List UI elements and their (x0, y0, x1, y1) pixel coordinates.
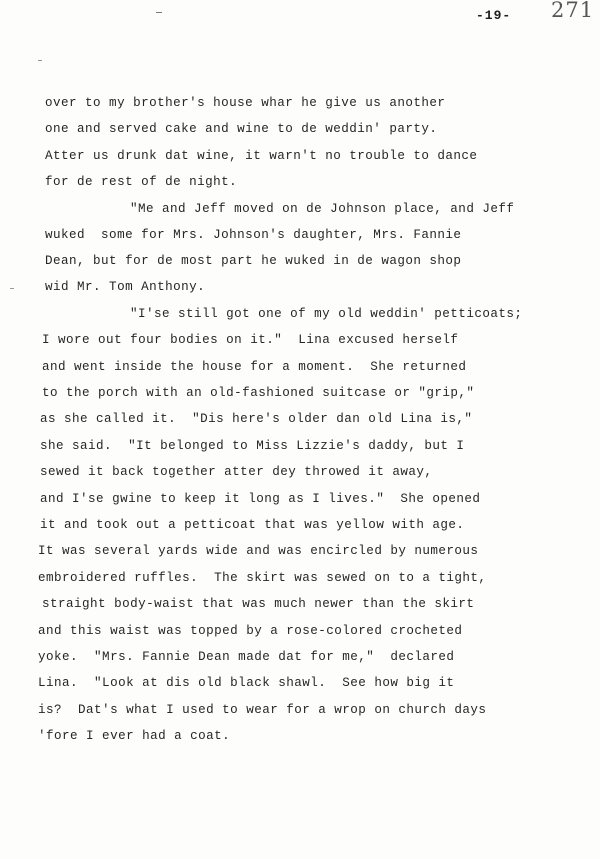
text-line: wuked some for Mrs. Johnson's daughter, Mrs. Fannie (45, 228, 462, 242)
text-line: is? Dat's what I used to wear for a wrop on church days (38, 703, 487, 717)
text-line: straight body-waist that was much newer than the skirt (34, 597, 475, 611)
text-line: one and served cake and wine to de weddin' party. (45, 122, 438, 136)
text-line: for de rest of de night. (45, 175, 238, 189)
text-line: and I'se gwine to keep it long as I lives." She opened (40, 492, 481, 506)
text-line: 'fore I ever had a coat. (38, 729, 231, 743)
text-line: as she called it. "Dis here's older dan old Lina is," (40, 412, 473, 426)
text-line: It was several yards wide and was encircled by numerous (38, 544, 479, 558)
scan-mark (156, 12, 162, 13)
text-line: yoke. "Mrs. Fannie Dean made dat for me," declared (38, 650, 455, 664)
text-line: and this waist was topped by a rose-colored crocheted (38, 624, 463, 638)
page-number: -19- (476, 8, 512, 23)
text-line: she said. "It belonged to Miss Lizzie's daddy, but I (40, 439, 465, 453)
text-line: embroidered ruffles. The skirt was sewed on to a tight, (38, 571, 487, 585)
text-line: "Me and Jeff moved on de Johnson place, and Jeff (130, 202, 515, 216)
text-line: Atter us drunk dat wine, it warn't no trouble to dance (45, 149, 478, 163)
text-line: Dean, but for de most part he wuked in de wagon shop (45, 254, 462, 268)
text-line: to the porch with an old-fashioned suitcase or "grip," (42, 386, 475, 400)
text-line: I wore out four bodies on it." Lina excused herself (42, 333, 459, 347)
text-line: Lina. "Look at dis old black shawl. See how big it (38, 676, 455, 690)
text-line: "I'se still got one of my old weddin' petticoats; (130, 307, 523, 321)
text-line: and went inside the house for a moment. She returned (42, 360, 467, 374)
archive-page-number: 271 (551, 0, 595, 22)
margin-mark (10, 288, 14, 289)
text-line: over to my brother's house whar he give us another (45, 96, 446, 110)
margin-mark (38, 60, 42, 61)
text-line: sewed it back together atter dey throwed it away, (40, 465, 433, 479)
text-line: it and took out a petticoat that was yellow with age. (40, 518, 465, 532)
text-line: wid Mr. Tom Anthony. (45, 280, 206, 294)
